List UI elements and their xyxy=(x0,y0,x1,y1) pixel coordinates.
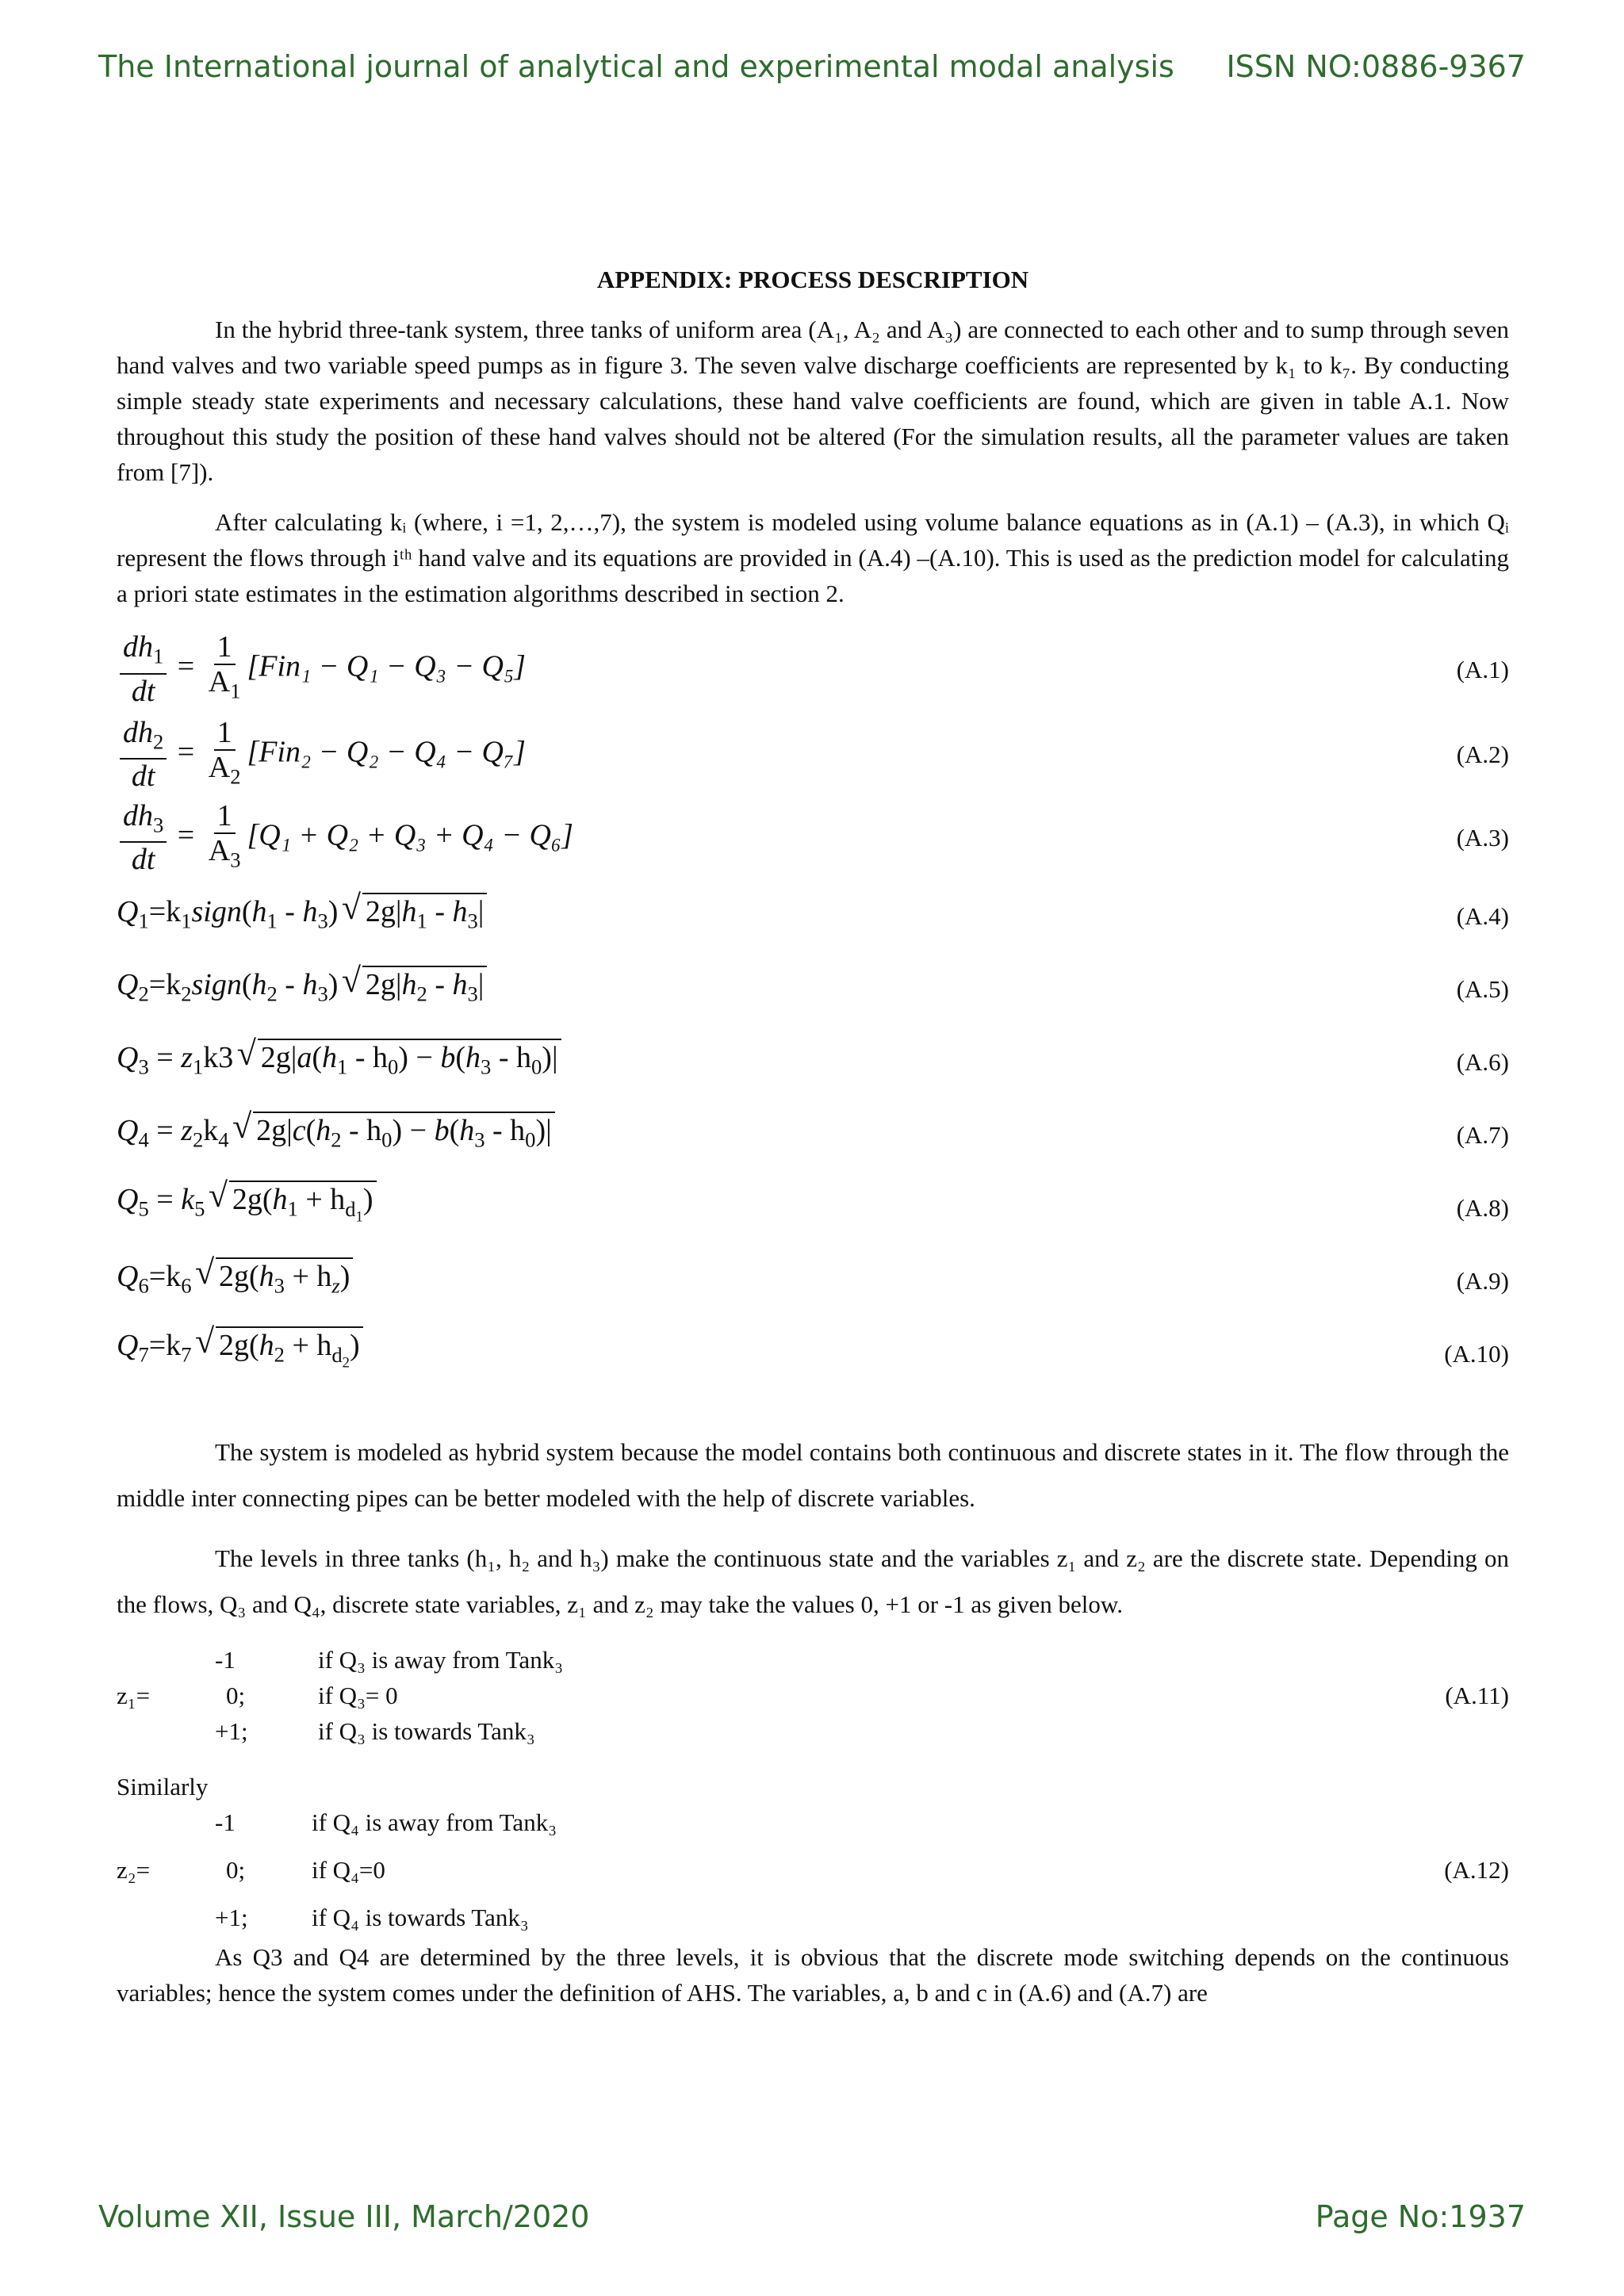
equation-body: $\frac{dh_3}{dt}$ = $\frac{1}{A_3}$ [Q₁ + Q₂ + Q₃ + Q₄ − Q₆] xyxy=(117,799,1382,877)
equation-a4 xyxy=(117,879,1509,952)
z2-value-3: +1; xyxy=(215,1904,248,1931)
z1-condition-2: if Q₃= 0 xyxy=(318,1682,398,1709)
z1-value-3: +1; xyxy=(215,1717,248,1745)
equation-number: (A.8) xyxy=(1456,1193,1509,1222)
equation-number: (A.11) xyxy=(1445,1682,1509,1709)
page-number: Page No:1937 xyxy=(1315,2199,1526,2234)
z2-lhs: z₂= xyxy=(117,1856,151,1884)
z1-condition-3: if Q₃ is towards Tank₃ xyxy=(318,1717,535,1745)
equation-a5 xyxy=(117,952,1509,1025)
paragraph-intro: In the hybrid three-tank system, three tanks of uniform area (A₁, A₂ and A₃) are connected to each other and to sump through seven hand valves and two variable speed pumps as in figure 3. The seven valve discharge coefficients are represented by k₁ to k₇. By conducting simple steady state experiments and necessary calculations, these hand valve coefficients are found, which are given in table A.1. Now throughout this study the position of these hand valves should not be altered (For the simulation results, all the parameter values are taken from [7]). xyxy=(117,316,1509,486)
equation-list xyxy=(117,626,1509,1390)
equation-a1 xyxy=(117,626,1509,713)
equation-a7 xyxy=(117,1098,1509,1171)
equation-body: $Q_5 = k_5$ √ $2g(h_1 + h_{d_1})$ xyxy=(117,1181,1382,1234)
equation-number: (A.10) xyxy=(1444,1339,1509,1368)
z2-value-1: -1 xyxy=(215,1808,236,1836)
equation-a9 xyxy=(117,1244,1509,1317)
paragraph-model: After calculating kᵢ (where, i =1, 2,…,7), the system is modeled using volume balance equations as in (A.1) – (A.3), in which Qᵢ represent the flows through iᵗʰ hand valve and its equations are provided in (A.4) –(A.10). This is used as the prediction model for calculating a priori state estimates in the estimation algorithms described in section 2. xyxy=(117,508,1509,607)
equation-a10 xyxy=(117,1317,1509,1390)
equation-a8 xyxy=(117,1171,1509,1244)
z1-lhs: z₁= xyxy=(117,1682,151,1709)
equation-body: $Q_4 = z_2k_4$ √ $2g|c(h_2 - h_0) - b(h_3 - h_0)|$ xyxy=(117,1112,1382,1158)
similarly-text: Similarly xyxy=(117,1773,209,1800)
equation-a2 xyxy=(117,713,1509,796)
equation-a3 xyxy=(117,796,1509,879)
equation-body: $Q_3 = z_1k3$ √ $2g|a(h_1 - h_0) - b(h_3 - h_0)|$ xyxy=(117,1039,1382,1085)
equation-a6 xyxy=(117,1025,1509,1098)
paragraph-ahs: As Q3 and Q4 are determined by the three levels, it is obvious that the discrete mode switching depends on the continuous variables; hence the system comes under the definition of AHS. The variables, a, b and c in (A.6) and (A.7) are xyxy=(117,1943,1509,2007)
equation-body: $Q_7=k_7$ √ $2g(h_2 + h_{d_2})$ xyxy=(117,1326,1382,1380)
equation-number: (A.4) xyxy=(1456,901,1509,930)
z1-cases xyxy=(117,1642,1509,1753)
volume-info: Volume XII, Issue III, March/2020 xyxy=(98,2199,590,2234)
equation-number: (A.6) xyxy=(1456,1047,1509,1076)
z2-value-2: 0; xyxy=(226,1856,246,1884)
equation-body: $\frac{dh_1}{dt}$ = $\frac{1}{A_1}$ [Fin₁ − Q₁ − Q₃ − Q₅] xyxy=(117,630,1382,708)
section-title: APPENDIX: PROCESS DESCRIPTION xyxy=(596,266,1029,293)
z1-condition-1: if Q₃ is away from Tank₃ xyxy=(318,1646,564,1674)
equation-number: (A.7) xyxy=(1456,1120,1509,1149)
z2-condition-1: if Q₄ is away from Tank₃ xyxy=(312,1808,557,1836)
journal-title: The International journal of analytical and experimental modal analysis xyxy=(98,49,1174,84)
equation-number: (A.3) xyxy=(1456,824,1509,851)
page-footer xyxy=(98,2199,1526,2247)
z1-value-2: 0; xyxy=(226,1682,246,1709)
issn-number: ISSN NO:0886-9367 xyxy=(1226,49,1526,84)
paragraph-levels: The levels in three tanks (h₁, h₂ and h₃) make the continuous state and the variables z₁ and z₂ are the discrete state. Depending on the flows, Q₃ and Q₄, discrete state variables, z₁ and z₂ may take the values 0, +1 or -1 as given below. xyxy=(117,1544,1509,1618)
z2-cases xyxy=(117,1804,1509,1939)
equation-body: $Q_2=k_2sign(h_2 - h_3)$ √ $2g|h_2 - h_3|$ xyxy=(117,966,1382,1012)
z2-condition-2: if Q₄=0 xyxy=(312,1856,385,1884)
equation-body: $\frac{dh_2}{dt}$ = $\frac{1}{A_2}$ [Fin₂ − Q₂ − Q₄ − Q₇] xyxy=(117,716,1382,794)
equation-number: (A.2) xyxy=(1456,740,1509,768)
equation-body: $Q_6=k_6$ √ $2g(h_3 + h_z)$ xyxy=(117,1257,1382,1304)
equation-number: (A.5) xyxy=(1456,974,1509,1003)
z2-condition-3: if Q₄ is towards Tank₃ xyxy=(312,1904,529,1931)
page-header xyxy=(98,49,1526,97)
equation-body: $Q_1=k_1sign(h_1 - h_3)$ √ $2g|h_1 - h_3|$ xyxy=(117,893,1382,939)
page-content xyxy=(117,262,1509,2025)
equation-number: (A.12) xyxy=(1444,1856,1509,1884)
equation-number: (A.9) xyxy=(1456,1266,1509,1295)
paragraph-hybrid: The system is modeled as hybrid system because the model contains both continuous and discrete states in it. The flow through the middle inter connecting pipes can be better modeled with the help of discrete variables. xyxy=(117,1438,1509,1512)
z1-value-1: -1 xyxy=(215,1646,236,1674)
equation-number: (A.1) xyxy=(1456,655,1509,683)
